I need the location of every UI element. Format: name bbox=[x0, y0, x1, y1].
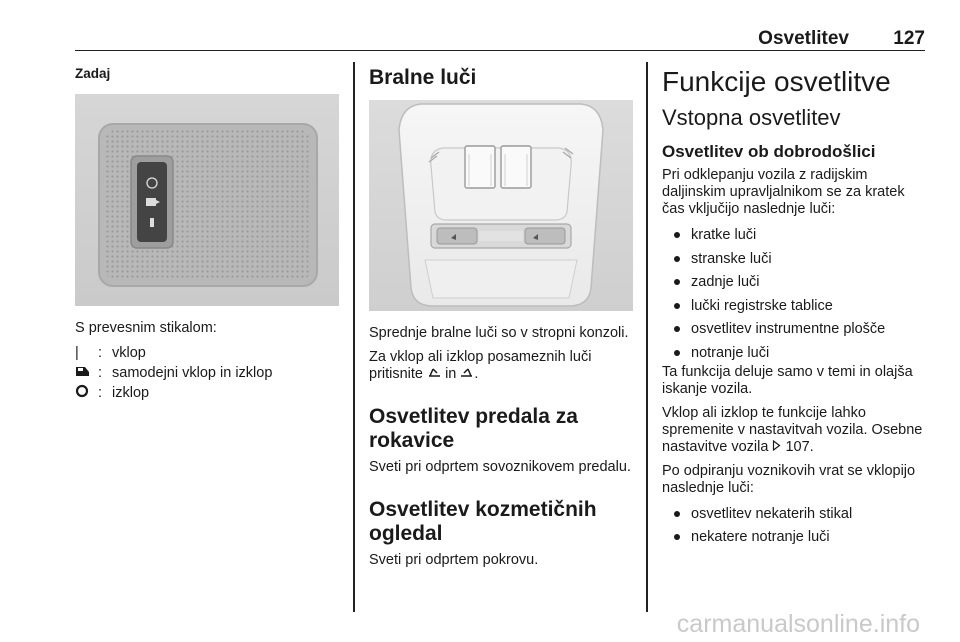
overhead-console-illustration bbox=[369, 100, 633, 311]
rear-light-figure bbox=[75, 94, 339, 306]
reading-light-figure bbox=[369, 100, 633, 311]
vanity-mirror-light-text: Sveti pri odprtem pokrovu. bbox=[369, 552, 539, 568]
list-item: zadnje luči bbox=[662, 274, 930, 298]
section-heading-rear: Zadaj bbox=[75, 66, 111, 81]
column-1-text bbox=[75, 320, 339, 403]
door-auto-icon bbox=[75, 365, 98, 381]
list-item: kratke luči bbox=[662, 227, 930, 251]
off-circle-icon bbox=[75, 384, 98, 402]
dark-only-text: Ta funkcija deluje samo v temi in olajša iskanje vozila. bbox=[662, 363, 913, 397]
switch-position-off: : izklop bbox=[75, 383, 339, 403]
list-item: osvetlitev nekaterih stikal bbox=[662, 506, 930, 530]
list-item: lučki registrske tablice bbox=[662, 298, 930, 322]
watermark-brand: carmanualsonline.info bbox=[676, 610, 920, 638]
door-lights-list bbox=[662, 506, 930, 553]
column-1 bbox=[75, 62, 339, 81]
switch-off-label: izklop bbox=[112, 385, 150, 401]
switch-position-on: | : vklop bbox=[75, 345, 146, 361]
rear-light-illustration bbox=[75, 94, 339, 306]
list-item: stranske luči bbox=[662, 251, 930, 275]
column-2-text bbox=[369, 325, 633, 569]
column-divider-2 bbox=[646, 62, 648, 612]
settings-text: Vklop ali izklop te funkcije lahko spremenite v nastavitvah vozila. Osebne nastavitve vozila 107. bbox=[662, 404, 923, 455]
left-reading-light-icon bbox=[427, 366, 441, 382]
welcome-lights-list bbox=[662, 227, 930, 364]
list-item: osvetlitev instrumentne plošče bbox=[662, 321, 930, 345]
welcome-lighting-heading: Osvetlitev ob dobrodošlici bbox=[662, 142, 876, 161]
glovebox-light-heading: Osvetlitev predala za rokavice bbox=[369, 405, 578, 452]
entry-lighting-subtitle: Vstopna osvetlitev bbox=[662, 105, 841, 130]
column-divider-1 bbox=[353, 62, 355, 612]
page-reference-icon bbox=[772, 439, 781, 455]
reading-lights-text-2: Za vklop ali izklop posameznih luči pritisnite in . bbox=[369, 349, 592, 382]
page-reference[interactable]: 107. bbox=[785, 438, 814, 455]
lighting-functions-title: Funkcije osvetlitve bbox=[662, 66, 891, 97]
page-number: 127 bbox=[893, 28, 925, 49]
switch-on-label: vklop bbox=[112, 345, 146, 361]
right-reading-light-icon bbox=[460, 366, 474, 382]
page-title: Osvetlitev bbox=[758, 28, 849, 49]
switch-on-symbol: | bbox=[75, 345, 79, 361]
welcome-lighting-text: Pri odklepanju vozila z radijskim daljinskim upravljalnikom se za kratek čas vključijo naslednje luči: bbox=[662, 167, 905, 217]
switch-auto-label: samodejni vklop in izklop bbox=[112, 365, 273, 381]
column-2 bbox=[369, 66, 633, 90]
glovebox-light-text: Sveti pri odprtem sovoznikovem predalu. bbox=[369, 459, 631, 475]
list-item: nekatere notranje luči bbox=[662, 529, 930, 553]
page-header bbox=[75, 28, 925, 51]
driver-door-text: Po odpiranju voznikovih vrat se vklopijo naslednje luči: bbox=[662, 462, 916, 496]
reading-lights-heading: Bralne luči bbox=[369, 66, 477, 89]
switch-intro: S prevesnim stikalom: bbox=[75, 320, 217, 336]
reading-lights-text-1: Sprednje bralne luči so v stropni konzoli. bbox=[369, 325, 629, 341]
column-3 bbox=[662, 66, 930, 553]
vanity-mirror-light-heading: Osvetlitev kozmetičnih ogledal bbox=[369, 498, 597, 545]
switch-position-auto: : samodejni vklop in izklop bbox=[75, 363, 339, 383]
list-item: notranje luči bbox=[662, 345, 930, 364]
